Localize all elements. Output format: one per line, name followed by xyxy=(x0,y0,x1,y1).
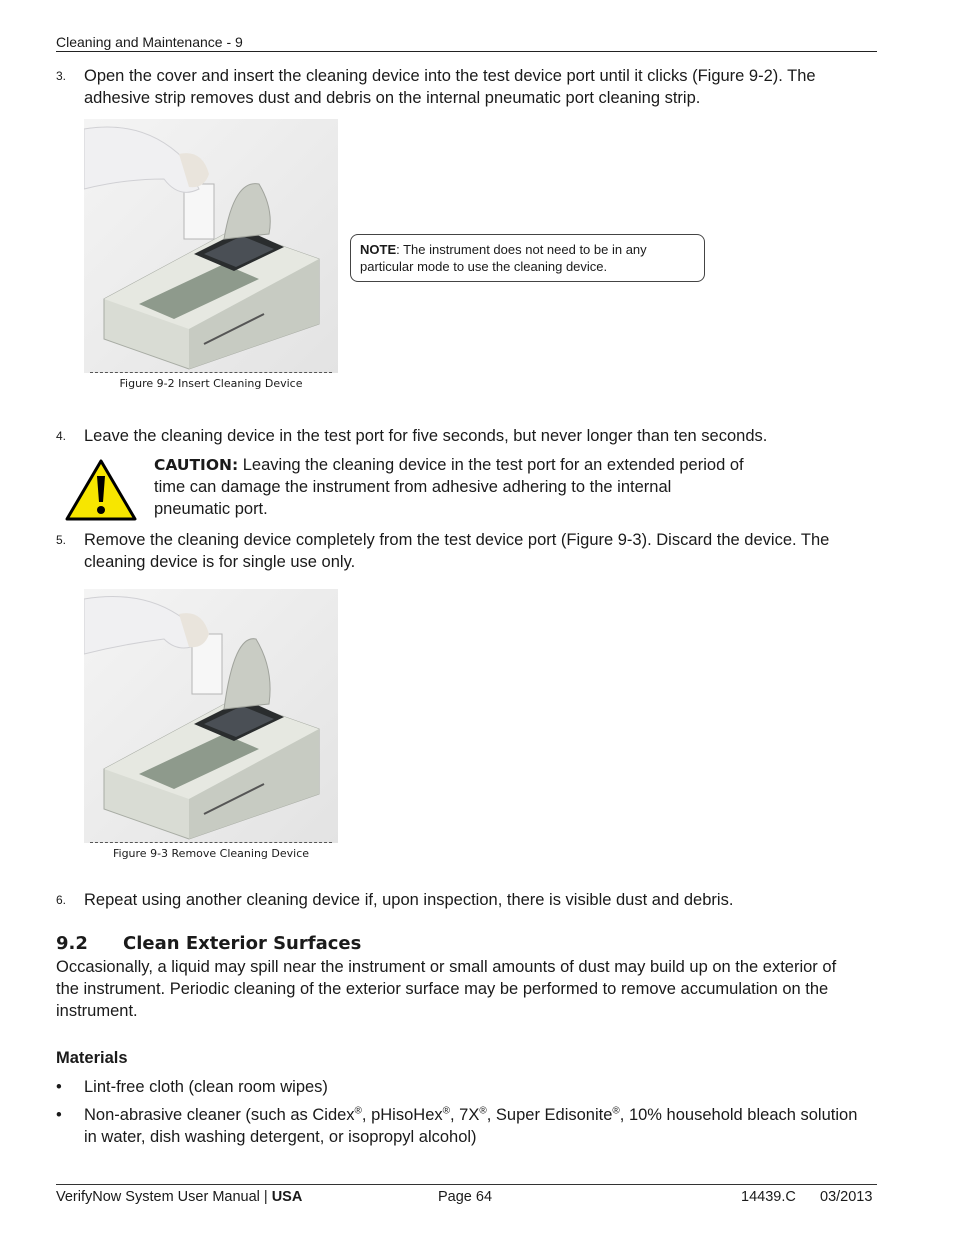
step-3-text: Open the cover and insert the cleaning device into the test device port until it clicks (Figure 9-2). The adhesive strip removes dust and debris on the internal pneumatic port cleaning strip. xyxy=(84,67,816,107)
note-label: NOTE xyxy=(360,242,397,257)
footer-manual-title: VerifyNow System User Manual | USA xyxy=(56,1189,303,1205)
caution-message xyxy=(154,454,744,520)
step-5-number: 5. xyxy=(56,533,67,547)
caution-label: CAUTION: xyxy=(154,456,239,474)
material-item-2: Non-abrasive cleaner (such as Cidex®, pHisoHex®, 7X®, Super Edisonite®, 10% household bleach solution in water, dish washing detergent, or isopropyl alcohol) xyxy=(84,1105,858,1146)
bullet-icon: • xyxy=(56,1078,62,1096)
instrument-illustration xyxy=(84,589,338,843)
section-number: 9.2 xyxy=(56,933,88,954)
section-paragraph: Occasionally, a liquid may spill near the instrument or small amounts of dust may build up on the exterior of the instrument. Periodic cleaning of the exterior surface may be performed to remove accumulation on the instrument. xyxy=(56,958,837,1020)
section-title: Clean Exterior Surfaces xyxy=(123,933,362,954)
step-6-text: Repeat using another cleaning device if, upon inspection, there is visible dust and debris. xyxy=(84,891,734,909)
note-box xyxy=(350,234,705,282)
registered-mark: ® xyxy=(442,1105,450,1117)
list-item xyxy=(56,1076,876,1098)
footer-region: USA xyxy=(271,1189,303,1205)
figure-9-3-caption: Figure 9-3 Remove Cleaning Device xyxy=(112,847,310,860)
step-3-number: 3. xyxy=(56,69,67,83)
registered-mark: ® xyxy=(354,1105,362,1117)
header-divider xyxy=(56,51,877,52)
step-4-text: Leave the cleaning device in the test port for five seconds, but never longer than ten seconds. xyxy=(84,427,768,445)
section-heading xyxy=(56,933,361,954)
page-header: Cleaning and Maintenance - 9 xyxy=(56,34,243,50)
step-4-number: 4. xyxy=(56,429,67,443)
registered-mark: ® xyxy=(479,1105,487,1117)
warning-triangle-icon xyxy=(64,458,138,522)
footer-page-number: Page 64 xyxy=(438,1189,493,1205)
caution-text: Leaving the cleaning device in the test port for an extended period of time can damage the instrument from adhesive adhering to the internal pneumatic port. xyxy=(154,456,744,518)
note-text: : The instrument does not need to be in any particular mode to use the cleaning device. xyxy=(360,242,647,274)
figure-9-3-rule xyxy=(90,842,332,843)
footer-date: 03/2013 xyxy=(820,1189,873,1205)
step-6-number: 6. xyxy=(56,893,67,907)
bullet-icon: • xyxy=(56,1106,62,1124)
materials-heading: Materials xyxy=(56,1049,128,1067)
list-item xyxy=(56,1104,876,1148)
step-5-text: Remove the cleaning device completely from the test device port (Figure 9-3). Discard the device. The cleaning device is for single use only. xyxy=(84,531,830,571)
figure-9-2-image xyxy=(84,119,338,373)
registered-mark: ® xyxy=(612,1105,620,1117)
material-item-1: Lint-free cloth (clean room wipes) xyxy=(84,1078,328,1096)
figure-9-2-caption: Figure 9-2 Insert Cleaning Device xyxy=(119,377,303,390)
footer-divider xyxy=(56,1184,877,1185)
instrument-illustration xyxy=(84,119,338,373)
figure-9-2-rule xyxy=(90,372,332,373)
footer-doc-number: 14439.C xyxy=(741,1189,796,1205)
figure-9-3-image xyxy=(84,589,338,843)
